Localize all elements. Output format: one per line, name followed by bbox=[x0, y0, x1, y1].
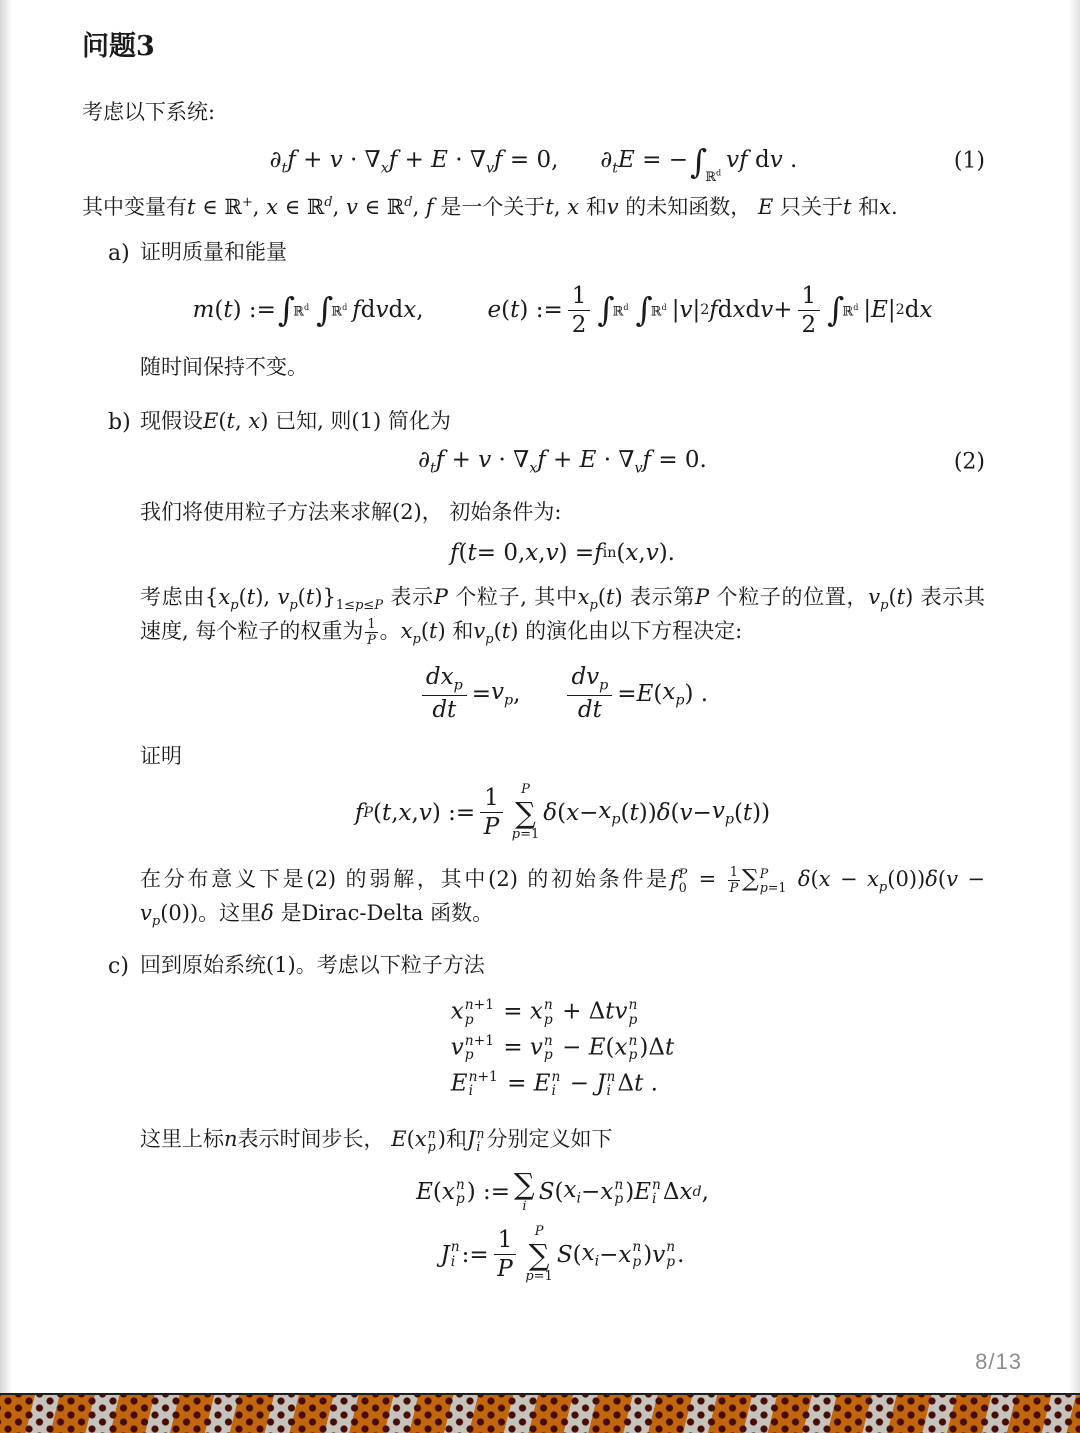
equation-1 bbox=[82, 133, 985, 190]
scheme-line-E: E n+1 i = E n i − J n i Δt . bbox=[450, 1068, 658, 1100]
item-a bbox=[82, 237, 985, 394]
intro-line: 考虑以下系统: bbox=[82, 100, 216, 124]
scheme-line-v: v n+1 p = v n p − E(x n p )Δt bbox=[450, 1032, 675, 1064]
particles-paragraph: 考虑由{$x_p(t)$, $v_p(t)\}_{1\le p\le P}$ 表示P 个粒子, 其中$x_p(t)$ 表示第P 个粒子的位置，$v_p(t)$ 表示其速度, 每个粒子的权重为 $\frac{1}{P}$ 。$x_p(t)$ 和$v_p(t)$ 的演化由以下方程决定: bbox=[140, 585, 985, 648]
equation-2 bbox=[140, 439, 985, 485]
problem-title: 问题3 bbox=[82, 31, 155, 62]
equation-ode: $\frac{dx_p}{dt}$ = $v_p$ , $\frac{dv_p}{dt}$ = E ( $x_p$ ) . bbox=[140, 654, 985, 733]
item-b-lead: 现假设E(t, x) 已知, 则(1) 简化为 bbox=[140, 408, 451, 433]
item-c-marker: c) bbox=[108, 953, 129, 979]
equation-scheme bbox=[140, 985, 985, 1112]
superscript-note-line: 这里上标n表示时间步长， E(x n p )和J n i 分别定义如下 bbox=[140, 1126, 613, 1155]
equation-E-definition: E ( x n p ) := ∑ i S ( $x_i$ − x n p ) E n i Δ x d , bbox=[416, 1167, 709, 1214]
item-c bbox=[82, 950, 985, 1292]
decorative-tape bbox=[0, 1393, 1080, 1433]
item-a-lead: 证明质量和能量 bbox=[140, 240, 287, 264]
equation-fp: f P ( t , x , v ) := $\frac{1}{P}$ P ∑ p=1 δ ( x − $x_p$ ( t )) δ ( v − $v_p$ ( t )) bbox=[354, 781, 771, 843]
scheme-line-x: x n+1 p = x n p + Δtv n p bbox=[450, 997, 638, 1028]
prove-label: 证明 bbox=[140, 744, 182, 769]
page-indicator: 8/13 bbox=[975, 1349, 1022, 1374]
equation-1-body: $\partial_tf + v \cdot \nabla_xf + E \cdot \nabla_vf = 0$, $\partial_tE = -\int_{ℝ^d}vf$ dv . bbox=[269, 141, 798, 185]
equation-2-body: $\partial_tf + v \cdot \nabla_xf + E \cdot \nabla_vf = 0$. bbox=[418, 447, 707, 477]
particle-method-intro: 我们将使用粒子方法来求解(2)， 初始条件为: bbox=[140, 499, 562, 524]
equation-initial-condition: f ( t = 0, x , v ) = f in ( x , v ). bbox=[450, 540, 675, 567]
item-a-tail: 随时间保持不变。 bbox=[140, 355, 308, 380]
item-b bbox=[82, 406, 985, 938]
item-c-lead: 回到原始系统(1)。考虑以下粒子方法 bbox=[140, 952, 485, 977]
weak-solution-paragraph: 在分布意义下是(2) 的弱解，其中(2) 的初始条件是f P 0 = $\frac{1}{P}$ ∑ P p=1 $\delta(x - x_p(0))\delta(v - v_p(0))$。这里δ 是Dirac-Delta 函数。 bbox=[140, 864, 985, 929]
equation-2-number: (2) bbox=[953, 449, 985, 475]
item-b-marker: b) bbox=[108, 409, 131, 435]
equation-mass-energy: m ( t ) := ∫ ℝ$^d$ ∫ ℝ$^d$ f d v d x , e ( t ) := $\frac{1}{2}$ ∫ ℝ$^d$ ∫ ℝ$^d$ | v | 2 f d x d v + $\frac{1}{2}$ ∫ ℝ$^d$ | E | 2 d x bbox=[192, 282, 933, 338]
equation-1-number: (1) bbox=[953, 148, 985, 174]
item-a-marker: a) bbox=[108, 241, 130, 266]
variables-line: 其中变量有t ∈ ℝ+, x ∈ ℝ$^d$, v ∈ ℝ$^d$, f 是一个关于t, x 和v 的未知函数， E 只关于t 和x. bbox=[82, 194, 898, 219]
equation-J-definition: J n i := $\frac{1}{P}$ P ∑ p=1 S ( $x_i$ − x n p ) v n p . bbox=[440, 1223, 685, 1285]
